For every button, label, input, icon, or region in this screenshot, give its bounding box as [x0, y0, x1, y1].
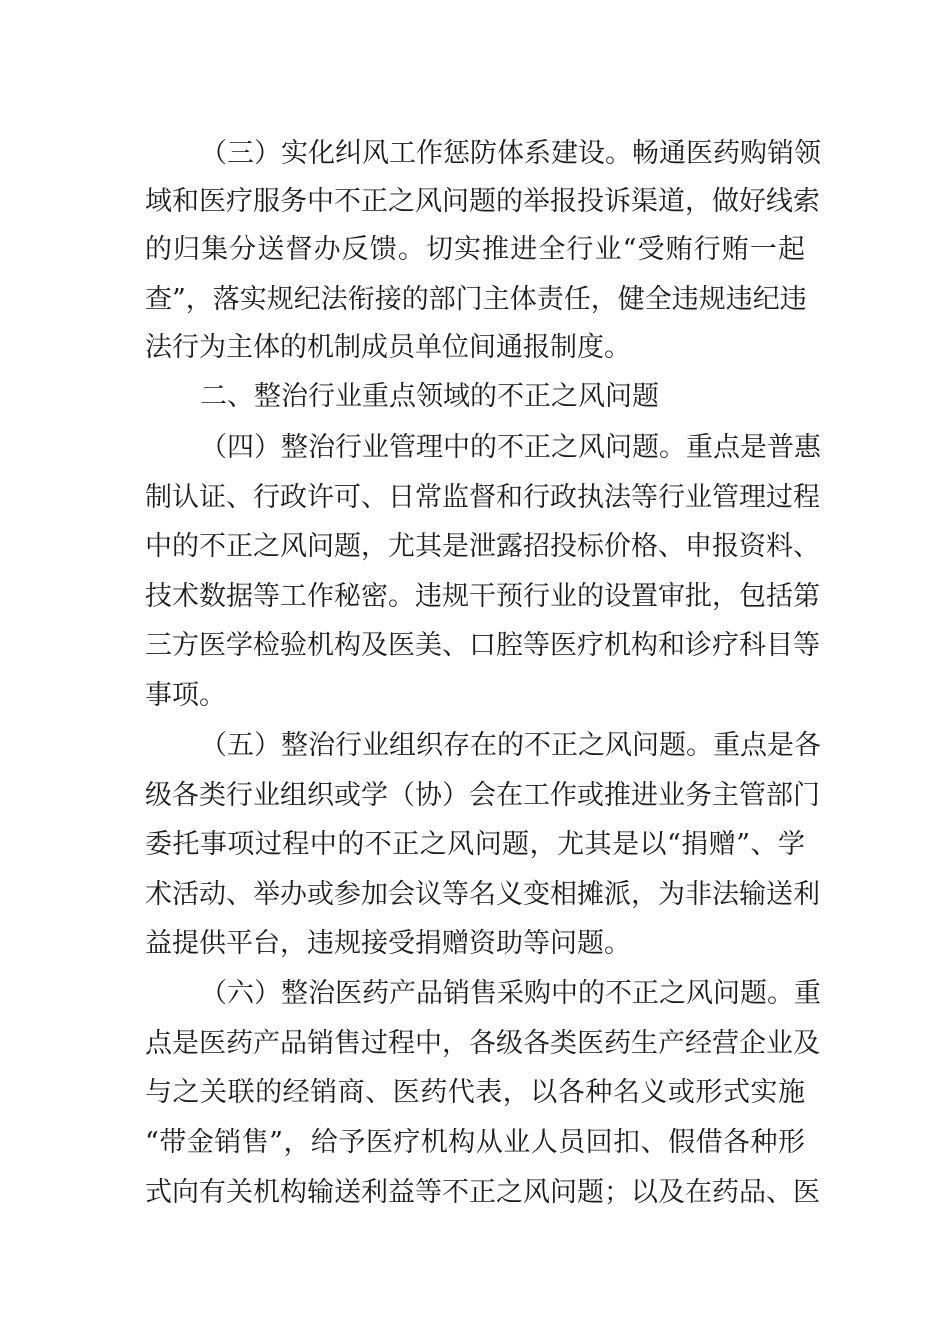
paragraph-4-line-2: 制认证、行政许可、日常监督和行政执法等行业管理过程 — [145, 482, 820, 513]
paragraph-6-line-2: 点是医药产品销售过程中，各级各类医药生产经营企业及 — [145, 1028, 820, 1059]
paragraph-3-line-4: 查”，落实规纪法衔接的部门主体责任，健全违规违纪违 — [145, 284, 807, 315]
paragraph-3-line-1: （三）实化纠风工作惩防体系建设。畅通医药购销领 — [200, 138, 821, 169]
paragraph-4-line-3: 中的不正之风问题，尤其是泄露招投标价格、申报资料、 — [145, 531, 820, 562]
paragraph-4-line-4: 技术数据等工作秘密。违规干预行业的设置审批，包括第 — [145, 581, 820, 612]
section-heading-2: 二、整治行业重点领域的不正之风问题 — [200, 381, 659, 412]
paragraph-5-line-1: （五）整治行业组织存在的不正之风问题。重点是各 — [200, 730, 821, 761]
paragraph-3-line-5: 法行为主体的机制成员单位间通报制度。 — [145, 332, 631, 363]
paragraph-3-line-3: 的归集分送督办反馈。切实推进全行业“受贿行贿一起 — [145, 234, 805, 265]
paragraph-6-line-4: “带金销售”，给予医疗机构从业人员回扣、假借各种形 — [145, 1127, 805, 1158]
paragraph-6-line-5: 式向有关机构输送利益等不正之风问题；以及在药品、医 — [145, 1177, 820, 1208]
paragraph-5-line-5: 益提供平台，违规接受捐赠资助等问题。 — [145, 928, 631, 959]
paragraph-6-line-3: 与之关联的经销商、医药代表，以各种名义或形式实施 — [145, 1077, 805, 1108]
paragraph-6-line-1: （六）整治医药产品销售采购中的不正之风问题。重 — [200, 978, 821, 1009]
paragraph-5-line-4: 术活动、举办或参加会议等名义变相摊派，为非法输送利 — [145, 879, 820, 910]
paragraph-5-line-2: 级各类行业组织或学（协）会在工作或推进业务主管部门 — [145, 780, 820, 811]
paragraph-4-line-5: 三方医学检验机构及医美、口腔等医疗机构和诊疗科目等 — [145, 630, 820, 661]
paragraph-3-line-2: 域和医疗服务中不正之风问题的举报投诉渠道，做好线索 — [145, 186, 820, 217]
paragraph-4-line-6: 事项。 — [145, 680, 226, 711]
paragraph-4-line-1: （四）整治行业管理中的不正之风问题。重点是普惠 — [200, 432, 821, 463]
paragraph-5-line-3: 委托事项过程中的不正之风问题，尤其是以“捐赠”、学 — [145, 829, 805, 860]
